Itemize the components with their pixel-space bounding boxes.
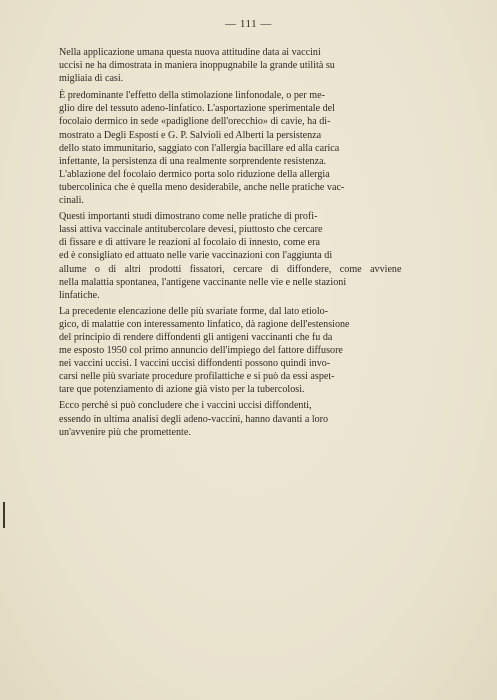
text-line: dello stato immunitario, saggiato con l'allergia bacillare ed alla carica: [59, 142, 340, 154]
text-line: È predominante l'effetto della stimolazione linfonodale, o per me-: [59, 90, 325, 102]
paragraph-1: [59, 46, 401, 85]
text-line: un'avvenire più che promettente.: [59, 426, 191, 438]
text-line: nella malattia spontanea, l'antigene vaccinante nelle vie e nelle stazioni: [59, 276, 347, 288]
text-line: lassi attiva vaccinale antitubercolare devesi, piuttosto che cercare: [59, 224, 323, 236]
paragraph-5: [59, 399, 401, 438]
text-line: cinali.: [59, 195, 84, 207]
text-line: Nella applicazione umana questa nuova attitudine data ai vaccini: [59, 47, 321, 58]
text-line: focolaio dermico in sede «padiglione dell'orecchio» di cavie, ha di-: [59, 116, 331, 128]
text-line: essendo in ultima analisi degli adeno-vaccini, hanno davanti a loro: [59, 413, 329, 425]
body-text: [59, 46, 401, 439]
text-line: La precedente elencazione delle più svariate forme, dal lato etiolo-: [59, 305, 329, 317]
text-line: di fissare e di attivare le reazioni al focolaio di innesto, come era: [59, 237, 320, 249]
text-line: mostrato a Degli Esposti e G. P. Salvioli ed Alberti la persistenza: [59, 129, 322, 141]
text-line: linfatiche.: [59, 289, 100, 301]
text-line: me esposto 1950 col primo annuncio dell'impiego del fattore diffusore: [59, 345, 343, 357]
text-line: Ecco perchè si può concludere che i vaccini uccisi diffondenti,: [59, 400, 312, 412]
paragraph-4: [59, 305, 401, 397]
text-line: del principio di rendere diffondenti gli antigeni vaccinanti che fu da: [59, 331, 333, 343]
paragraph-3: [59, 210, 401, 302]
text-line: L'ablazione del focolaio dermico porta solo riduzione della allergia: [59, 168, 330, 180]
page-number: — 111 —: [225, 18, 272, 30]
text-line: migliaia di casi.: [59, 73, 124, 85]
text-line: uccisi ne ha dimostrata in maniera inoppugnabile la grande utilità su: [59, 60, 335, 72]
text-line: infettante, la persistenza di una realmente sorprendente resistenza.: [59, 155, 327, 167]
text-line: gico, di malattie con interessamento linfatico, dà ragione dell'estensione: [59, 318, 350, 330]
margin-mark: [3, 502, 5, 528]
text-line: Questi importanti studi dimostrano come nelle pratiche di profi-: [59, 211, 318, 223]
text-line: nei vaccini uccisi. I vaccini uccisi diffondenti possono quindi invo-: [59, 358, 331, 370]
text-line: allume o di altri prodotti fissatori, cercare di diffondere, come avviene: [59, 263, 402, 275]
text-line: tubercolinica che è quella meno desiderabile, anche nelle pratiche vac-: [59, 181, 345, 193]
paragraph-2: [59, 89, 401, 207]
text-line: glio dire del tessuto adeno-linfatico. L'asportazione sperimentale del: [59, 103, 335, 115]
text-line: ed è consigliato ed attuato nelle varie vaccinazioni con l'aggiunta di: [59, 250, 333, 262]
text-line: tare que potenziamento di azione già visto per la tubercolosi.: [59, 384, 305, 396]
text-line: carsi nelle più svariate procedure profilattiche e si può da essi aspet-: [59, 371, 335, 383]
